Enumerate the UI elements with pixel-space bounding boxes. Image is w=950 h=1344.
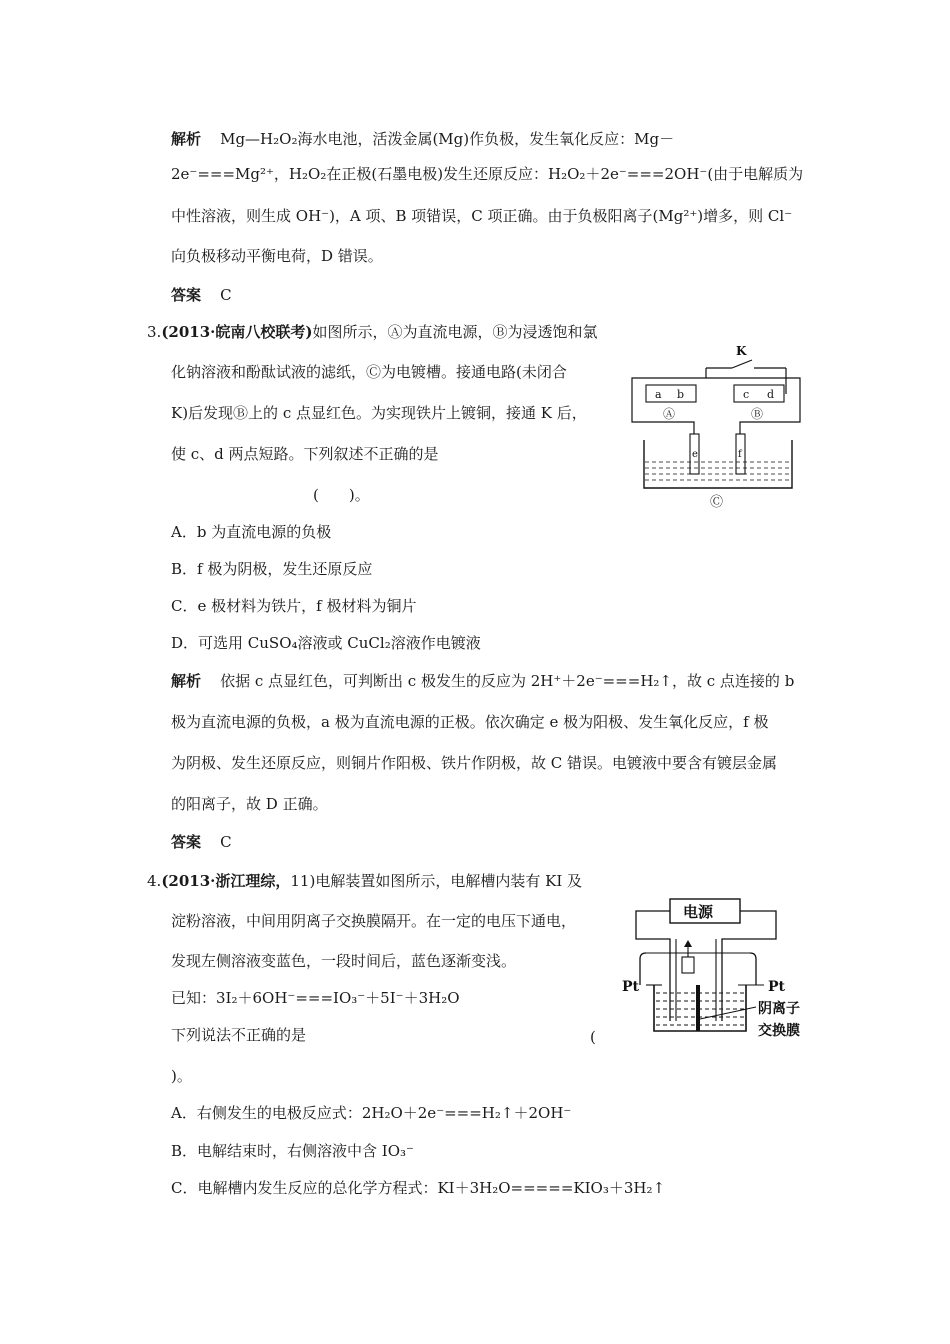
q2-analysis-text-4: 向负极移动平衡电荷，D 错误。 (171, 247, 383, 265)
q4-stem-3: 发现左侧溶液变蓝色，一段时间后，蓝色逐渐变浅。 (171, 952, 517, 970)
q3-answer (171, 832, 232, 852)
q2-answer (171, 285, 232, 305)
q3-answer-value: C (220, 833, 232, 851)
q4-electrolysis-diagram (618, 893, 808, 1053)
switch-k-label: K (736, 344, 747, 358)
q4-option-a: A．右侧发生的电极反应式：2H₂O＋2e⁻===H₂↑＋2OH⁻ (171, 1104, 572, 1122)
q4-paren-close: )。 (171, 1067, 192, 1085)
q2-analysis-line-1 (171, 129, 674, 149)
q4-option-c: C．电解槽内发生反应的总化学方程式：KI＋3H₂O=====KIO₃＋3H₂↑ (171, 1179, 666, 1197)
electrode-b-label: b (677, 388, 685, 401)
q3-analysis-text-3: 为阴极、发生还原反应，则铜片作阳极、铁片作阴极，故 C 错误。电镀液中要含有镀层金属 (171, 754, 778, 772)
q3-analysis-text-2: 极为直流电源的负极，a 极为直流电源的正极。依次确定 e 极为阳极、发生氧化反应，f 极 (171, 713, 769, 731)
q4-stem-2: 淀粉溶液，中间用阴离子交换膜隔开。在一定的电压下通电， (171, 912, 577, 930)
q2-analysis-text-1: Mg—H₂O₂海水电池，活泼金属(Mg)作负极，发生氧化反应：Mg－ (220, 130, 675, 148)
q3-number: 3. (147, 323, 162, 341)
q3-stem-2: 化钠溶液和酚酞试液的滤纸，Ⓒ为电镀槽。接通电路(未闭合 (171, 363, 567, 381)
q3-option-c: C．e 极材料为铁片，f 极材料为铜片 (171, 597, 417, 615)
pt-left-label: Pt (622, 979, 639, 995)
point-c-label: c (743, 388, 750, 401)
q2-answer-value: C (220, 286, 232, 304)
q2-analysis-text-3: 中性溶液，则生成 OH⁻)，A 项、B 项错误，C 项正确。由于负极阳离子(Mg²⁺)增多，则 Cl⁻ (171, 207, 793, 225)
q3-option-a: A．b 为直流电源的负极 (171, 523, 332, 541)
q2-analysis-text-2: 2e⁻===Mg²⁺，H₂O₂在正极(石墨电极)发生还原反应：H₂O₂＋2e⁻===2OH⁻(由于电解质为 (171, 165, 804, 183)
q4-stem-line-1 (147, 871, 582, 891)
q3-stem-1: 如图所示，Ⓐ为直流电源，Ⓑ为浸透饱和氯 (312, 323, 598, 341)
electrode-e-label: e (692, 449, 698, 460)
q3-analysis-text-1: 依据 c 点显红色，可判断出 c 极发生的反应为 2H⁺＋2e⁻===H₂↑，故 c 点连接的 b (220, 672, 795, 690)
q3-circuit-diagram (628, 340, 808, 515)
power-label: 电源 (683, 903, 714, 921)
q4-stem-5: 下列说法不正确的是 (171, 1026, 307, 1044)
q4-stem-4: 已知：3I₂＋6OH⁻===IO₃⁻＋5I⁻＋3H₂O (171, 989, 460, 1007)
membrane-label-2: 交换膜 (758, 1023, 800, 1039)
q4-number: 4. (147, 872, 162, 890)
point-d-label: d (767, 388, 775, 401)
q2-answer-label: 答案 (171, 286, 202, 304)
q3-stem-3: K)后发现Ⓑ上的 c 点显红色。为实现铁片上镀铜，接通 K 后， (171, 404, 587, 422)
q3-analysis-line-1 (171, 671, 794, 691)
q4-paren-open: ( (590, 1028, 596, 1046)
q2-analysis-label: 解析 (171, 130, 202, 148)
electrode-a-label: a (655, 388, 662, 401)
q3-stem-line-1 (147, 322, 598, 342)
q4-source-2: 11) (290, 872, 316, 890)
q3-source: (2013·皖南八校联考) (161, 323, 313, 341)
q3-option-b: B．f 极为阴极，发生还原反应 (171, 560, 373, 578)
q4-option-b: B．电解结束时，右侧溶液中含 IO₃⁻ (171, 1142, 414, 1160)
q3-answer-label: 答案 (171, 833, 202, 851)
power-source-a-label: Ⓐ (663, 407, 676, 421)
q4-stem-1: 电解装置如图所示，电解槽内装有 KI 及 (315, 872, 583, 890)
q3-analysis-text-4: 的阳离子，故 D 正确。 (171, 795, 328, 813)
electrode-f-label: f (738, 449, 742, 460)
q4-source: (2013·浙江理综， (161, 872, 291, 890)
membrane-label-1: 阴离子 (758, 1001, 800, 1017)
pt-right-label: Pt (768, 979, 785, 995)
q3-stem-4: 使 c、d 两点短路。下列叙述不正确的是 (171, 445, 439, 463)
q3-option-d: D．可选用 CuSO₄溶液或 CuCl₂溶液作电镀液 (171, 634, 481, 652)
q3-analysis-label: 解析 (171, 672, 202, 690)
q3-answer-paren: ( )。 (313, 486, 370, 504)
filter-paper-b-label: Ⓑ (751, 407, 764, 421)
tank-c-label: Ⓒ (710, 495, 724, 510)
